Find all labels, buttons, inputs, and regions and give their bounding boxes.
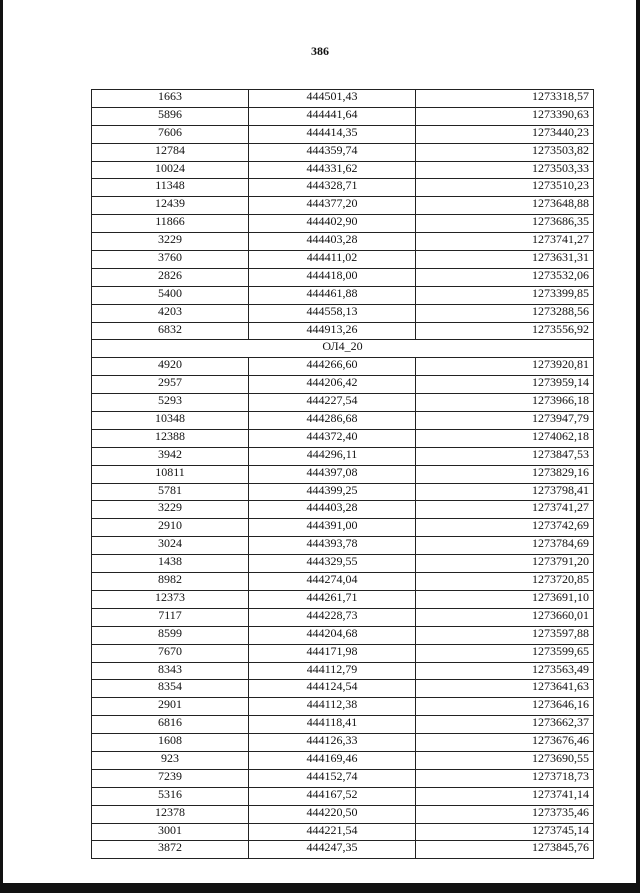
point-number: 8354 <box>92 680 249 698</box>
point-number: 7239 <box>92 769 249 787</box>
table-row <box>92 322 594 340</box>
y-coordinate: 1273845,76 <box>416 841 594 859</box>
x-coordinate: 444221,54 <box>249 823 416 841</box>
table-row <box>92 751 594 769</box>
table-row <box>92 823 594 841</box>
y-coordinate: 1273966,18 <box>416 394 594 412</box>
table-row <box>92 268 594 286</box>
point-number: 7117 <box>92 608 249 626</box>
y-coordinate: 1273556,92 <box>416 322 594 340</box>
x-coordinate: 444286,68 <box>249 412 416 430</box>
x-coordinate: 444112,38 <box>249 698 416 716</box>
y-coordinate: 1273503,82 <box>416 143 594 161</box>
table-row <box>92 787 594 805</box>
point-number: 2910 <box>92 519 249 537</box>
table-row <box>92 698 594 716</box>
point-number: 923 <box>92 751 249 769</box>
point-number: 3229 <box>92 501 249 519</box>
point-number: 5896 <box>92 107 249 125</box>
x-coordinate: 444328,71 <box>249 179 416 197</box>
y-coordinate: 1273390,63 <box>416 107 594 125</box>
point-number: 8982 <box>92 573 249 591</box>
table-row <box>92 394 594 412</box>
table-row <box>92 125 594 143</box>
point-number: 12439 <box>92 197 249 215</box>
point-number: 10348 <box>92 412 249 430</box>
table-row <box>92 662 594 680</box>
x-coordinate: 444118,41 <box>249 716 416 734</box>
point-number: 3942 <box>92 447 249 465</box>
table-row <box>92 537 594 555</box>
x-coordinate: 444399,25 <box>249 483 416 501</box>
x-coordinate: 444274,04 <box>249 573 416 591</box>
y-coordinate: 1273288,56 <box>416 304 594 322</box>
y-coordinate: 1273784,69 <box>416 537 594 555</box>
x-coordinate: 444372,40 <box>249 429 416 447</box>
point-number: 1663 <box>92 90 249 108</box>
point-number: 7606 <box>92 125 249 143</box>
x-coordinate: 444418,00 <box>249 268 416 286</box>
x-coordinate: 444414,35 <box>249 125 416 143</box>
point-number: 3024 <box>92 537 249 555</box>
table-row <box>92 286 594 304</box>
y-coordinate: 1273735,46 <box>416 805 594 823</box>
x-coordinate: 444411,02 <box>249 251 416 269</box>
x-coordinate: 444167,52 <box>249 787 416 805</box>
y-coordinate: 1273662,37 <box>416 716 594 734</box>
y-coordinate: 1273691,10 <box>416 590 594 608</box>
table-row <box>92 179 594 197</box>
table-row <box>92 608 594 626</box>
x-coordinate: 444228,73 <box>249 608 416 626</box>
section-label: ОЛ4_20 <box>92 340 594 358</box>
table-row <box>92 465 594 483</box>
x-coordinate: 444913,26 <box>249 322 416 340</box>
point-number: 12378 <box>92 805 249 823</box>
table-row <box>92 447 594 465</box>
table-row <box>92 716 594 734</box>
table-row <box>92 161 594 179</box>
point-number: 5400 <box>92 286 249 304</box>
x-coordinate: 444261,71 <box>249 590 416 608</box>
point-number: 10024 <box>92 161 249 179</box>
point-number: 2901 <box>92 698 249 716</box>
y-coordinate: 1273829,16 <box>416 465 594 483</box>
table-row <box>92 626 594 644</box>
x-coordinate: 444296,11 <box>249 447 416 465</box>
y-coordinate: 1273741,27 <box>416 233 594 251</box>
y-coordinate: 1273676,46 <box>416 734 594 752</box>
y-coordinate: 1273686,35 <box>416 215 594 233</box>
y-coordinate: 1273503,33 <box>416 161 594 179</box>
y-coordinate: 1273847,53 <box>416 447 594 465</box>
table-row <box>92 197 594 215</box>
point-number: 12388 <box>92 429 249 447</box>
y-coordinate: 1273318,57 <box>416 90 594 108</box>
table-row <box>92 555 594 573</box>
table-row <box>92 90 594 108</box>
point-number: 6832 <box>92 322 249 340</box>
point-number: 3229 <box>92 233 249 251</box>
table-row <box>92 734 594 752</box>
x-coordinate: 444266,60 <box>249 358 416 376</box>
point-number: 11348 <box>92 179 249 197</box>
coordinates-table <box>91 89 594 859</box>
point-number: 3872 <box>92 841 249 859</box>
point-number: 7670 <box>92 644 249 662</box>
x-coordinate: 444126,33 <box>249 734 416 752</box>
y-coordinate: 1273718,73 <box>416 769 594 787</box>
page-number: 386 <box>311 44 329 58</box>
table-row <box>92 841 594 859</box>
x-coordinate: 444393,78 <box>249 537 416 555</box>
point-number: 12373 <box>92 590 249 608</box>
point-number: 4203 <box>92 304 249 322</box>
table-row <box>92 429 594 447</box>
y-coordinate: 1273798,41 <box>416 483 594 501</box>
point-number: 2826 <box>92 268 249 286</box>
x-coordinate: 444329,55 <box>249 555 416 573</box>
x-coordinate: 444441,64 <box>249 107 416 125</box>
table-row <box>92 680 594 698</box>
table-row <box>92 233 594 251</box>
x-coordinate: 444558,13 <box>249 304 416 322</box>
x-coordinate: 444359,74 <box>249 143 416 161</box>
y-coordinate: 1273646,16 <box>416 698 594 716</box>
point-number: 5781 <box>92 483 249 501</box>
x-coordinate: 444461,88 <box>249 286 416 304</box>
y-coordinate: 1273648,88 <box>416 197 594 215</box>
y-coordinate: 1273742,69 <box>416 519 594 537</box>
point-number: 1608 <box>92 734 249 752</box>
x-coordinate: 444204,68 <box>249 626 416 644</box>
y-coordinate: 1273660,01 <box>416 608 594 626</box>
table-row <box>92 590 594 608</box>
y-coordinate: 1273563,49 <box>416 662 594 680</box>
section-header-row <box>92 340 594 358</box>
y-coordinate: 1273720,85 <box>416 573 594 591</box>
x-coordinate: 444397,08 <box>249 465 416 483</box>
table-row <box>92 769 594 787</box>
table-row <box>92 143 594 161</box>
point-number: 5316 <box>92 787 249 805</box>
y-coordinate: 1273440,23 <box>416 125 594 143</box>
x-coordinate: 444152,74 <box>249 769 416 787</box>
table-row <box>92 358 594 376</box>
table-row <box>92 304 594 322</box>
point-number: 4920 <box>92 358 249 376</box>
x-coordinate: 444391,00 <box>249 519 416 537</box>
y-coordinate: 1273597,88 <box>416 626 594 644</box>
y-coordinate: 1273631,31 <box>416 251 594 269</box>
table-row <box>92 251 594 269</box>
point-number: 10811 <box>92 465 249 483</box>
y-coordinate: 1273947,79 <box>416 412 594 430</box>
table-row <box>92 519 594 537</box>
x-coordinate: 444171,98 <box>249 644 416 662</box>
point-number: 6816 <box>92 716 249 734</box>
point-number: 8343 <box>92 662 249 680</box>
x-coordinate: 444169,46 <box>249 751 416 769</box>
table-row <box>92 107 594 125</box>
y-coordinate: 1273959,14 <box>416 376 594 394</box>
y-coordinate: 1273532,06 <box>416 268 594 286</box>
x-coordinate: 444501,43 <box>249 90 416 108</box>
point-number: 12784 <box>92 143 249 161</box>
point-number: 8599 <box>92 626 249 644</box>
y-coordinate: 1273690,55 <box>416 751 594 769</box>
coordinates-table-body <box>92 90 594 859</box>
point-number: 11866 <box>92 215 249 233</box>
x-coordinate: 444206,42 <box>249 376 416 394</box>
point-number: 2957 <box>92 376 249 394</box>
y-coordinate: 1273741,27 <box>416 501 594 519</box>
table-row <box>92 412 594 430</box>
table-row <box>92 215 594 233</box>
point-number: 5293 <box>92 394 249 412</box>
x-coordinate: 444377,20 <box>249 197 416 215</box>
y-coordinate: 1273641,63 <box>416 680 594 698</box>
point-number: 3760 <box>92 251 249 269</box>
x-coordinate: 444331,62 <box>249 161 416 179</box>
point-number: 1438 <box>92 555 249 573</box>
y-coordinate: 1273741,14 <box>416 787 594 805</box>
x-coordinate: 444124,54 <box>249 680 416 698</box>
y-coordinate: 1274062,18 <box>416 429 594 447</box>
table-row <box>92 501 594 519</box>
y-coordinate: 1273920,81 <box>416 358 594 376</box>
y-coordinate: 1273399,85 <box>416 286 594 304</box>
x-coordinate: 444403,28 <box>249 501 416 519</box>
y-coordinate: 1273599,65 <box>416 644 594 662</box>
y-coordinate: 1273510,23 <box>416 179 594 197</box>
x-coordinate: 444403,28 <box>249 233 416 251</box>
x-coordinate: 444220,50 <box>249 805 416 823</box>
x-coordinate: 444247,35 <box>249 841 416 859</box>
y-coordinate: 1273745,14 <box>416 823 594 841</box>
x-coordinate: 444227,54 <box>249 394 416 412</box>
table-row <box>92 483 594 501</box>
table-row <box>92 805 594 823</box>
x-coordinate: 444402,90 <box>249 215 416 233</box>
table-row <box>92 644 594 662</box>
table-row <box>92 573 594 591</box>
y-coordinate: 1273791,20 <box>416 555 594 573</box>
point-number: 3001 <box>92 823 249 841</box>
x-coordinate: 444112,79 <box>249 662 416 680</box>
table-row <box>92 376 594 394</box>
